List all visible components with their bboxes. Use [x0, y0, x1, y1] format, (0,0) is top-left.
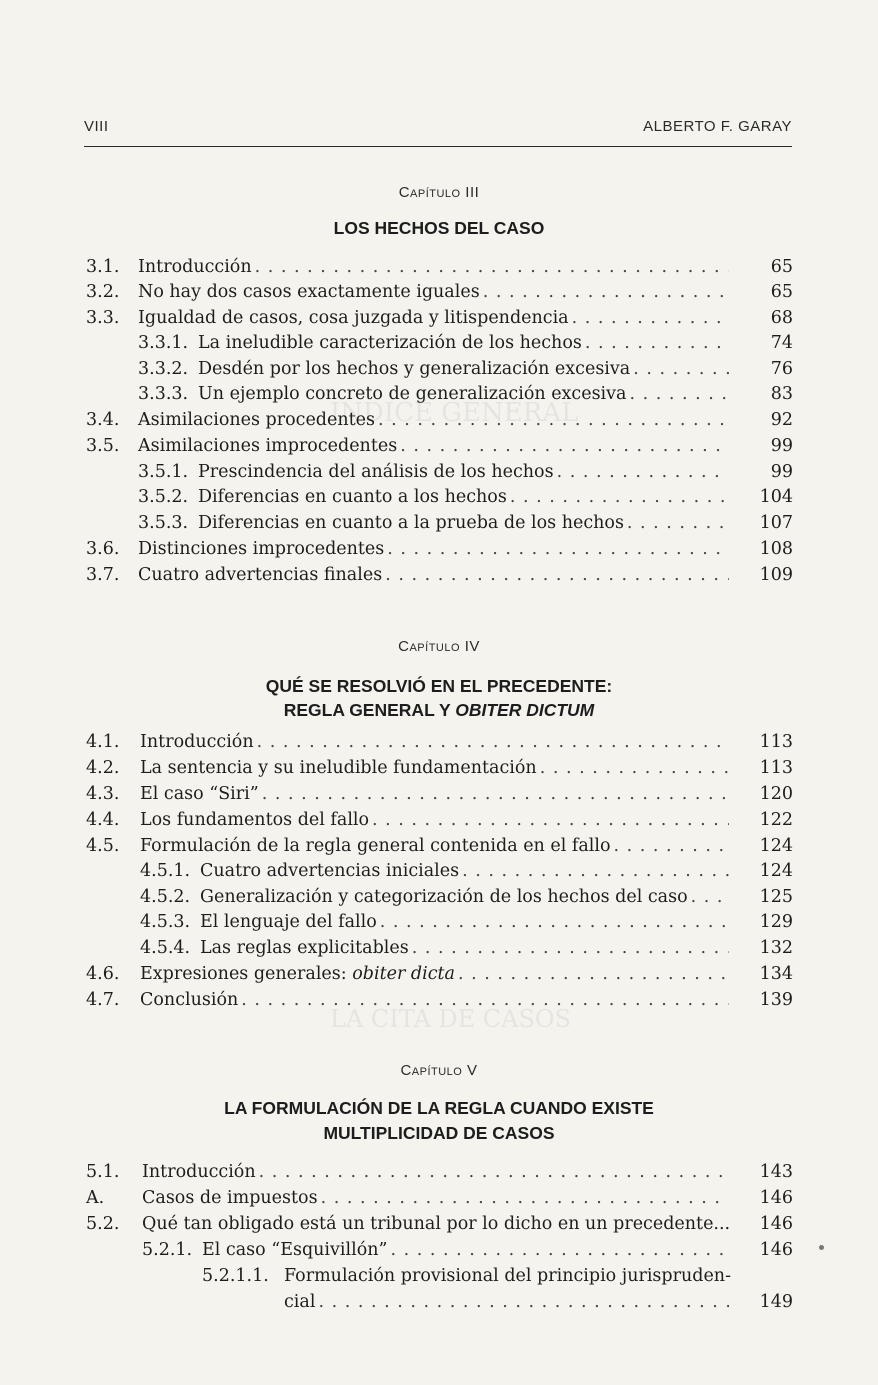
section-number: 3.3. — [86, 308, 120, 328]
page-ref: 125 — [759, 887, 793, 907]
toc-entry[interactable] — [86, 961, 793, 987]
dot-leader — [372, 807, 729, 833]
toc-entry[interactable] — [86, 909, 793, 935]
dot-leader — [255, 254, 729, 280]
section-title: Formulación provisional del principio jurispruden- — [284, 1266, 731, 1286]
dot-leader — [321, 1185, 729, 1211]
section-number: 4.5.3. — [140, 912, 191, 932]
section-number: 4.5. — [86, 836, 120, 856]
section-number: 3.3.1. — [138, 333, 189, 353]
toc-entry[interactable] — [86, 381, 793, 407]
section-number: 5.1. — [86, 1162, 120, 1182]
page-ref: 107 — [759, 513, 793, 533]
page-ref: 113 — [759, 732, 793, 752]
section-number: 4.1. — [86, 732, 120, 752]
section-title: La ineludible caracterización de los hechos — [198, 333, 582, 353]
toc-entry[interactable] — [86, 1263, 793, 1289]
section-title: Un ejemplo concreto de generalización excesiva — [198, 384, 627, 404]
toc-entry[interactable] — [86, 1159, 793, 1185]
page-ref: 83 — [770, 384, 793, 404]
dot-leader — [510, 484, 729, 510]
section-number: 3.5.1. — [138, 462, 189, 482]
toc-entry[interactable] — [86, 935, 793, 961]
page-ref: 74 — [770, 333, 793, 353]
toc-entry[interactable] — [86, 279, 793, 305]
dot-leader — [557, 459, 729, 485]
section-number: 4.6. — [86, 964, 120, 984]
page-ref: 120 — [759, 784, 793, 804]
page-ref: 146 — [759, 1188, 793, 1208]
page-ref: 99 — [770, 462, 793, 482]
page-ref: 113 — [759, 758, 793, 778]
dot-leader — [387, 536, 729, 562]
section-number: 5.2.1.1. — [202, 1266, 269, 1286]
section-title: Los fundamentos del fallo — [140, 810, 370, 830]
dot-leader — [259, 1159, 729, 1185]
page-ref: 68 — [770, 308, 793, 328]
section-title: La sentencia y su ineludible fundamentación — [140, 758, 537, 778]
section-title: Las reglas explicitables — [200, 938, 409, 958]
section-number: 5.2.1. — [142, 1240, 193, 1260]
dot-leader — [400, 433, 729, 459]
toc-entry[interactable] — [86, 484, 793, 510]
section-title: Diferencias en cuanto a los hechos — [198, 487, 507, 507]
show-through-text: LA CITA DE CASOS — [330, 1005, 572, 1033]
ink-smudge — [819, 1245, 824, 1250]
section-title: No hay dos casos exactamente iguales — [138, 282, 480, 302]
dot-leader — [540, 755, 729, 781]
section-title: Formulación de la regla general contenida en el fallo — [140, 836, 611, 856]
section-title: Diferencias en cuanto a la prueba de los hechos — [198, 513, 624, 533]
page-ref: 122 — [759, 810, 793, 830]
toc-entry[interactable] — [86, 755, 793, 781]
section-number: 4.5.2. — [140, 887, 191, 907]
toc-entry[interactable] — [86, 1211, 793, 1237]
dot-leader — [483, 279, 729, 305]
section-number: 4.4. — [86, 810, 120, 830]
toc-entry[interactable] — [86, 536, 793, 562]
running-head-author: ALBERTO F. GARAY — [643, 118, 792, 135]
page-number: VIII — [84, 118, 109, 135]
section-title: Introducción — [138, 257, 252, 277]
toc-entry[interactable] — [86, 305, 793, 331]
dot-leader — [385, 562, 729, 588]
section-title-italic: obiter dicta — [352, 964, 455, 984]
section-number: 5.2. — [86, 1214, 120, 1234]
section-title: Distinciones improcedentes — [138, 539, 385, 559]
dot-leader — [585, 330, 729, 356]
toc-entry[interactable] — [86, 807, 793, 833]
section-title: Introducción — [142, 1162, 256, 1182]
chapter-label: Capítulo IV — [398, 638, 480, 655]
dot-leader — [257, 729, 729, 755]
page-ref: 146 — [759, 1214, 793, 1234]
page-ref: 132 — [759, 938, 793, 958]
section-title: Expresiones generales: — [140, 964, 347, 984]
dot-leader — [318, 1289, 729, 1315]
page-ref: 124 — [759, 861, 793, 881]
header-rule — [84, 146, 792, 147]
chapter-title-italic: OBITER DICTUM — [455, 700, 595, 720]
section-title: Generalización y categorización de los hechos del caso — [200, 887, 688, 907]
page-ref: 99 — [770, 436, 793, 456]
dot-leader — [633, 356, 729, 382]
section-title: Cuatro advertencias iniciales — [200, 861, 460, 881]
section-title: Conclusión — [140, 990, 239, 1010]
section-number: 4.7. — [86, 990, 120, 1010]
dot-leader — [412, 935, 729, 961]
page-ref: 149 — [759, 1292, 793, 1312]
page-ref: 109 — [759, 565, 793, 585]
toc-entry[interactable] — [86, 254, 793, 280]
toc-entry[interactable] — [86, 1185, 793, 1211]
toc-entry[interactable] — [86, 729, 793, 755]
toc-entry[interactable] — [86, 459, 793, 485]
page-ref: 146 — [759, 1240, 793, 1260]
toc-entry[interactable] — [86, 330, 793, 356]
dot-leader — [380, 909, 729, 935]
chapter-title: LOS HECHOS DEL CASO — [333, 218, 545, 238]
page-ref: 134 — [759, 964, 793, 984]
section-number: 4.5.1. — [140, 861, 191, 881]
section-number: 3.2. — [86, 282, 120, 302]
section-title: Asimilaciones improcedentes — [138, 436, 398, 456]
page-ref: 129 — [759, 912, 793, 932]
toc-entry[interactable] — [86, 858, 793, 884]
toc-entry[interactable] — [86, 781, 793, 807]
toc-entry[interactable] — [86, 356, 793, 382]
toc-entry[interactable] — [86, 510, 793, 536]
section-number: 3.7. — [86, 565, 120, 585]
page-ref: 104 — [759, 487, 793, 507]
dot-leader — [462, 858, 729, 884]
chapter-title: LA FORMULACIÓN DE LA REGLA CUANDO EXISTE — [224, 1098, 654, 1118]
dot-leader — [458, 961, 729, 987]
section-title: Prescindencia del análisis de los hechos — [198, 462, 554, 482]
section-title: Qué tan obligado está un tribunal por lo dicho en un precedente... — [142, 1214, 731, 1234]
page-ref: 65 — [770, 257, 793, 277]
chapter-title-text: REGLA GENERAL Y — [283, 700, 451, 720]
section-title: Asimilaciones procedentes — [138, 410, 376, 430]
section-number: 3.5.3. — [138, 513, 189, 533]
section-title: Cuatro advertencias finales — [138, 565, 383, 585]
section-number: A. — [86, 1188, 105, 1208]
toc-entry[interactable] — [86, 987, 793, 1013]
page-ref: 124 — [759, 836, 793, 856]
page-ref: 139 — [759, 990, 793, 1010]
dot-leader — [691, 884, 729, 910]
section-number: 3.4. — [86, 410, 120, 430]
page-ref: 65 — [770, 282, 793, 302]
show-through-text: ÍNDICE GENERAL — [330, 398, 579, 428]
chapter-title: QUÉ SE RESOLVIÓ EN EL PRECEDENTE: — [265, 676, 613, 696]
toc-entry[interactable] — [86, 833, 793, 859]
dot-leader — [241, 987, 729, 1013]
section-title: El caso “Siri” — [140, 784, 259, 804]
section-number: 4.2. — [86, 758, 120, 778]
dot-leader — [614, 833, 729, 859]
section-title-continuation: cial — [284, 1292, 316, 1312]
section-number: 4.3. — [86, 784, 120, 804]
chapter-title-line-2 — [0, 698, 878, 722]
section-title: Desdén por los hechos y generalización excesiva — [198, 359, 631, 379]
section-number: 3.3.2. — [138, 359, 189, 379]
page-ref: 92 — [770, 410, 793, 430]
toc-entry-continuation[interactable] — [86, 1289, 793, 1315]
section-title: El lenguaje del fallo — [200, 912, 377, 932]
chapter-title-line-2: MULTIPLICIDAD DE CASOS — [323, 1123, 555, 1143]
chapter-label: Capítulo III — [398, 184, 480, 201]
section-title: Igualdad de casos, cosa juzgada y litispendencia — [138, 308, 569, 328]
section-number: 4.5.4. — [140, 938, 191, 958]
section-title: El caso “Esquivillón” — [202, 1240, 388, 1260]
section-title: Casos de impuestos — [142, 1188, 318, 1208]
section-number: 3.1. — [86, 257, 120, 277]
section-number: 3.5. — [86, 436, 120, 456]
dot-leader — [262, 781, 729, 807]
chapter-label: Capítulo V — [400, 1062, 478, 1079]
section-number: 3.6. — [86, 539, 120, 559]
section-title: Introducción — [140, 732, 254, 752]
toc-entry[interactable] — [86, 433, 793, 459]
dot-leader — [627, 510, 729, 536]
page-ref: 76 — [770, 359, 793, 379]
dot-leader — [572, 305, 729, 331]
toc-entry[interactable] — [86, 562, 793, 588]
toc-entry[interactable] — [86, 407, 793, 433]
page-ref: 143 — [759, 1162, 793, 1182]
dot-leader — [378, 407, 729, 433]
dot-leader — [390, 1237, 729, 1263]
toc-entry[interactable] — [86, 884, 793, 910]
section-number: 3.3.3. — [138, 384, 189, 404]
section-number: 3.5.2. — [138, 487, 189, 507]
toc-entry[interactable] — [86, 1237, 793, 1263]
dot-leader — [629, 381, 729, 407]
section-title-wrap — [140, 961, 455, 987]
page-ref: 108 — [759, 539, 793, 559]
